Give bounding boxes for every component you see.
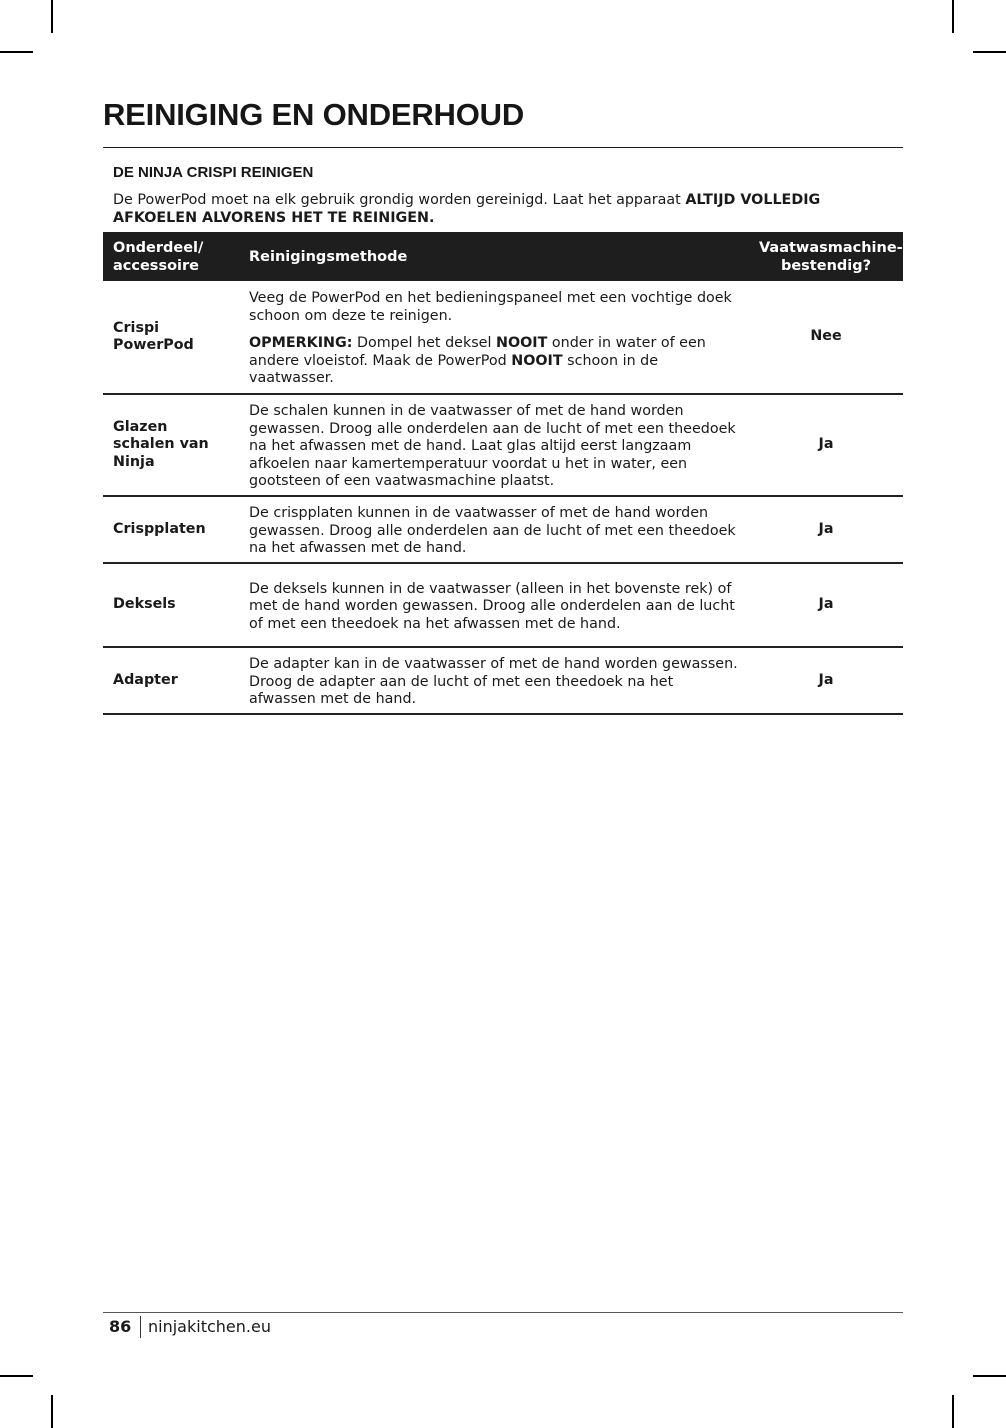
table-row (103, 394, 903, 496)
header-dishwasher (749, 232, 903, 281)
header-method: Reinigingsmethode (239, 232, 749, 281)
intro-paragraph (113, 191, 893, 227)
row-dishwasher: Ja (749, 496, 903, 563)
method-paragraph: De schalen kunnen in de vaatwasser of met de hand worden gewassen. Droog alle onderdelen aan de lucht of met een theedoek na het afwassen met de hand. Laat glas altijd eerst langzaam afkoelen naar kamertemperatuur voordat u het in water, een gootsteen of een vaatwasmachine plaatst. (249, 403, 736, 490)
method-paragraph: Veeg de PowerPod en het bedieningspaneel met een vochtige doek schoon om deze te reinigen. (249, 290, 732, 324)
row-method (239, 281, 749, 394)
crop-mark (952, 1395, 954, 1428)
intro-text: De PowerPod moet na elk gebruik grondig worden gereinigd. Laat het apparaat (113, 192, 686, 208)
method-paragraph: De crispplaten kunnen in de vaatwasser of met de hand worden gewassen. Droog alle onderdelen aan de lucht of met een theedoek na het afwassen met de hand. (249, 505, 736, 557)
table-header-row (103, 232, 903, 281)
crop-mark (973, 1375, 1006, 1377)
header-dw-line: bestendig? (780, 257, 872, 274)
row-dishwasher: Nee (749, 281, 903, 394)
crop-mark (0, 1375, 33, 1377)
title-divider (103, 147, 903, 148)
row-method (239, 496, 749, 563)
method-paragraph: De deksels kunnen in de vaatwasser (alleen in het bovenste rek) of met de hand worden gewassen. Droog alle onderdelen aan de lucht of met een theedoek na het afwassen met de hand. (249, 580, 735, 632)
row-part (103, 281, 239, 394)
method-note (249, 335, 739, 388)
row-dishwasher: Ja (749, 563, 903, 647)
crop-mark (51, 0, 53, 33)
table-row (103, 563, 903, 647)
row-part: Adapter (103, 647, 239, 714)
note-text: onder in water of een andere vloeistof. Maak de PowerPod (249, 335, 706, 369)
table-row (103, 647, 903, 714)
footer-separator (140, 1316, 141, 1338)
note-emphasis: NOOIT (496, 335, 548, 352)
row-method (239, 647, 749, 714)
website-link[interactable]: ninjakitchen.eu (148, 1317, 271, 1336)
part-line: Ninja (113, 453, 155, 470)
row-dishwasher: Ja (749, 647, 903, 714)
page-title: REINIGING EN ONDERHOUD (103, 97, 525, 132)
row-part: Deksels (103, 563, 239, 647)
row-part: Crispplaten (103, 496, 239, 563)
part-line: Glazen (113, 418, 168, 435)
crop-mark (952, 0, 954, 33)
note-emphasis: NOOIT (511, 352, 563, 369)
note-text: Dompel het deksel (352, 335, 496, 352)
header-part-line: Onderdeel/ (113, 239, 204, 256)
table-row (103, 281, 903, 394)
note-text: schoon in de vaatwasser. (249, 352, 659, 387)
row-method (239, 394, 749, 496)
row-method (239, 563, 749, 647)
header-part (103, 232, 239, 281)
header-part-line: accessoire (113, 257, 199, 274)
row-part (103, 394, 239, 496)
part-line: schalen van (113, 436, 209, 453)
part-line: PowerPod (113, 337, 194, 353)
crop-mark (0, 51, 33, 53)
intro-emphasis: ALTIJD VOLLEDIG AFKOELEN ALVORENS HET TE REINIGEN. (113, 192, 821, 226)
crop-mark (973, 51, 1006, 53)
crop-mark (51, 1395, 53, 1428)
section-heading: DE NINJA CRISPI REINIGEN (113, 164, 314, 181)
method-paragraph: De adapter kan in de vaatwasser of met de hand worden gewassen. Droog de adapter aan de lucht of met een theedoek na het afwassen met de hand. (249, 656, 738, 708)
table-row (103, 496, 903, 563)
row-dishwasher: Ja (749, 394, 903, 496)
cleaning-table (103, 232, 903, 715)
footer-divider (103, 1312, 903, 1313)
part-line: Crispi (113, 319, 160, 336)
header-dw-line: Vaatwasmachine- (759, 239, 903, 256)
page-number: 86 (109, 1317, 132, 1336)
note-label: OPMERKING: (249, 335, 353, 352)
